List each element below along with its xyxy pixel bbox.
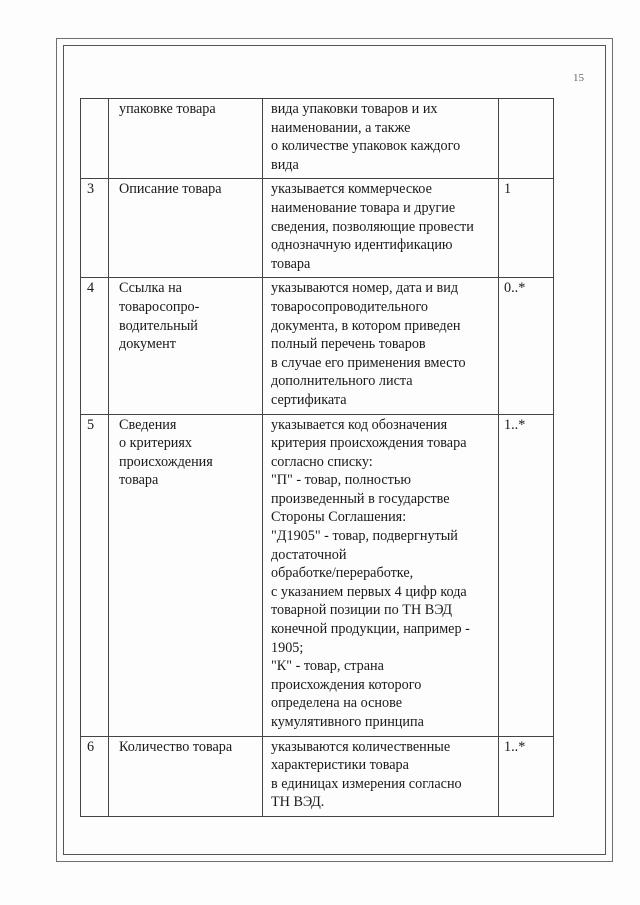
field-name-line: Сведения (119, 416, 177, 433)
field-description-line: указывается код обозначения (271, 416, 448, 433)
field-description-line: кумулятивного принципа (271, 714, 424, 730)
field-description-line: указываются количественные (271, 738, 451, 755)
page-number: 15 (573, 72, 584, 84)
field-description-line: согласно списку: (271, 453, 373, 470)
field-description-line: товаросопроводительного (271, 298, 429, 315)
field-description-line: в случае его применения вместо (271, 354, 466, 371)
field-name (109, 278, 263, 414)
field-name-line: Количество товара (119, 738, 233, 755)
row-number: 4 (81, 278, 109, 414)
table-row (81, 99, 554, 179)
row-number: 3 (81, 179, 109, 278)
field-description-line: определена на основе (271, 695, 402, 712)
field-description-line: происхождения которого (271, 676, 422, 693)
field-name (109, 736, 263, 816)
field-name (109, 414, 263, 736)
field-description-line: Стороны Соглашения: (271, 509, 407, 526)
field-description-line: документа, в котором приведен (271, 317, 461, 334)
field-name-line: происхождения (119, 453, 213, 470)
table-row (81, 414, 554, 736)
table-row (81, 736, 554, 816)
field-description-line: вида (271, 156, 299, 173)
field-description-line: указывается коммерческое (271, 181, 432, 198)
field-name-line: товара (119, 472, 159, 489)
field-name-line: документ (119, 336, 176, 353)
field-description-line: о количестве упаковок каждого (271, 138, 461, 155)
field-multiplicity: 1 (499, 179, 554, 278)
document-table (80, 98, 554, 817)
field-multiplicity: 0..* (499, 278, 554, 414)
field-multiplicity (499, 99, 554, 179)
field-description-line: ТН ВЭД. (271, 794, 325, 811)
field-description (263, 414, 499, 736)
field-name-line: товаросопро- (119, 298, 200, 315)
field-multiplicity: 1..* (499, 736, 554, 816)
field-description-line: однозначную идентификацию (271, 237, 453, 254)
table-row (81, 179, 554, 278)
field-description-line: товарной позиции по ТН ВЭД (271, 602, 453, 619)
field-name (109, 179, 263, 278)
field-description-line: конечной продукции, например - (271, 621, 470, 638)
field-name-line: упаковке товара (119, 101, 216, 117)
field-description (263, 179, 499, 278)
field-description (263, 736, 499, 816)
field-description-line: с указанием первых 4 цифр кода (271, 583, 467, 600)
field-description-line: дополнительного листа (271, 373, 413, 390)
field-description-line: характеристики товара (271, 757, 409, 774)
field-description-line: в единицах измерения согласно (271, 775, 462, 792)
field-name-line: водительный (119, 317, 198, 334)
field-description-line: сертификата (271, 391, 347, 408)
field-name-line: Ссылка на (119, 280, 182, 297)
row-number (81, 99, 109, 179)
field-multiplicity: 1..* (499, 414, 554, 736)
field-description-line: произведенный в государстве (271, 490, 450, 507)
field-name-line: Описание товара (119, 181, 222, 198)
field-description-line: товара (271, 255, 311, 272)
field-description-line: критерия происхождения товара (271, 435, 467, 452)
field-description-line: полный перечень товаров (271, 336, 426, 353)
row-number: 5 (81, 414, 109, 736)
field-description-line: обработке/переработке, (271, 565, 414, 582)
field-description-line: указываются номер, дата и вид (271, 280, 459, 297)
table-row (81, 278, 554, 414)
field-description (263, 99, 499, 179)
field-name-line: о критериях (119, 435, 193, 452)
field-description-line: "Д1905" - товар, подвергнутый (271, 528, 458, 545)
field-description-line: "К" - товар, страна (271, 658, 384, 675)
field-description-line: вида упаковки товаров и их (271, 101, 438, 117)
field-description-line: "П" - товар, полностью (271, 472, 411, 489)
table-body (81, 99, 554, 817)
row-number: 6 (81, 736, 109, 816)
field-description-line: достаточной (271, 546, 347, 563)
field-description-line: наименование товара и другие (271, 199, 456, 216)
field-description (263, 278, 499, 414)
field-description-line: 1905; (271, 639, 304, 656)
field-name (109, 99, 263, 179)
field-description-line: наименовании, а также (271, 119, 411, 136)
field-description-line: сведения, позволяющие провести (271, 218, 474, 235)
